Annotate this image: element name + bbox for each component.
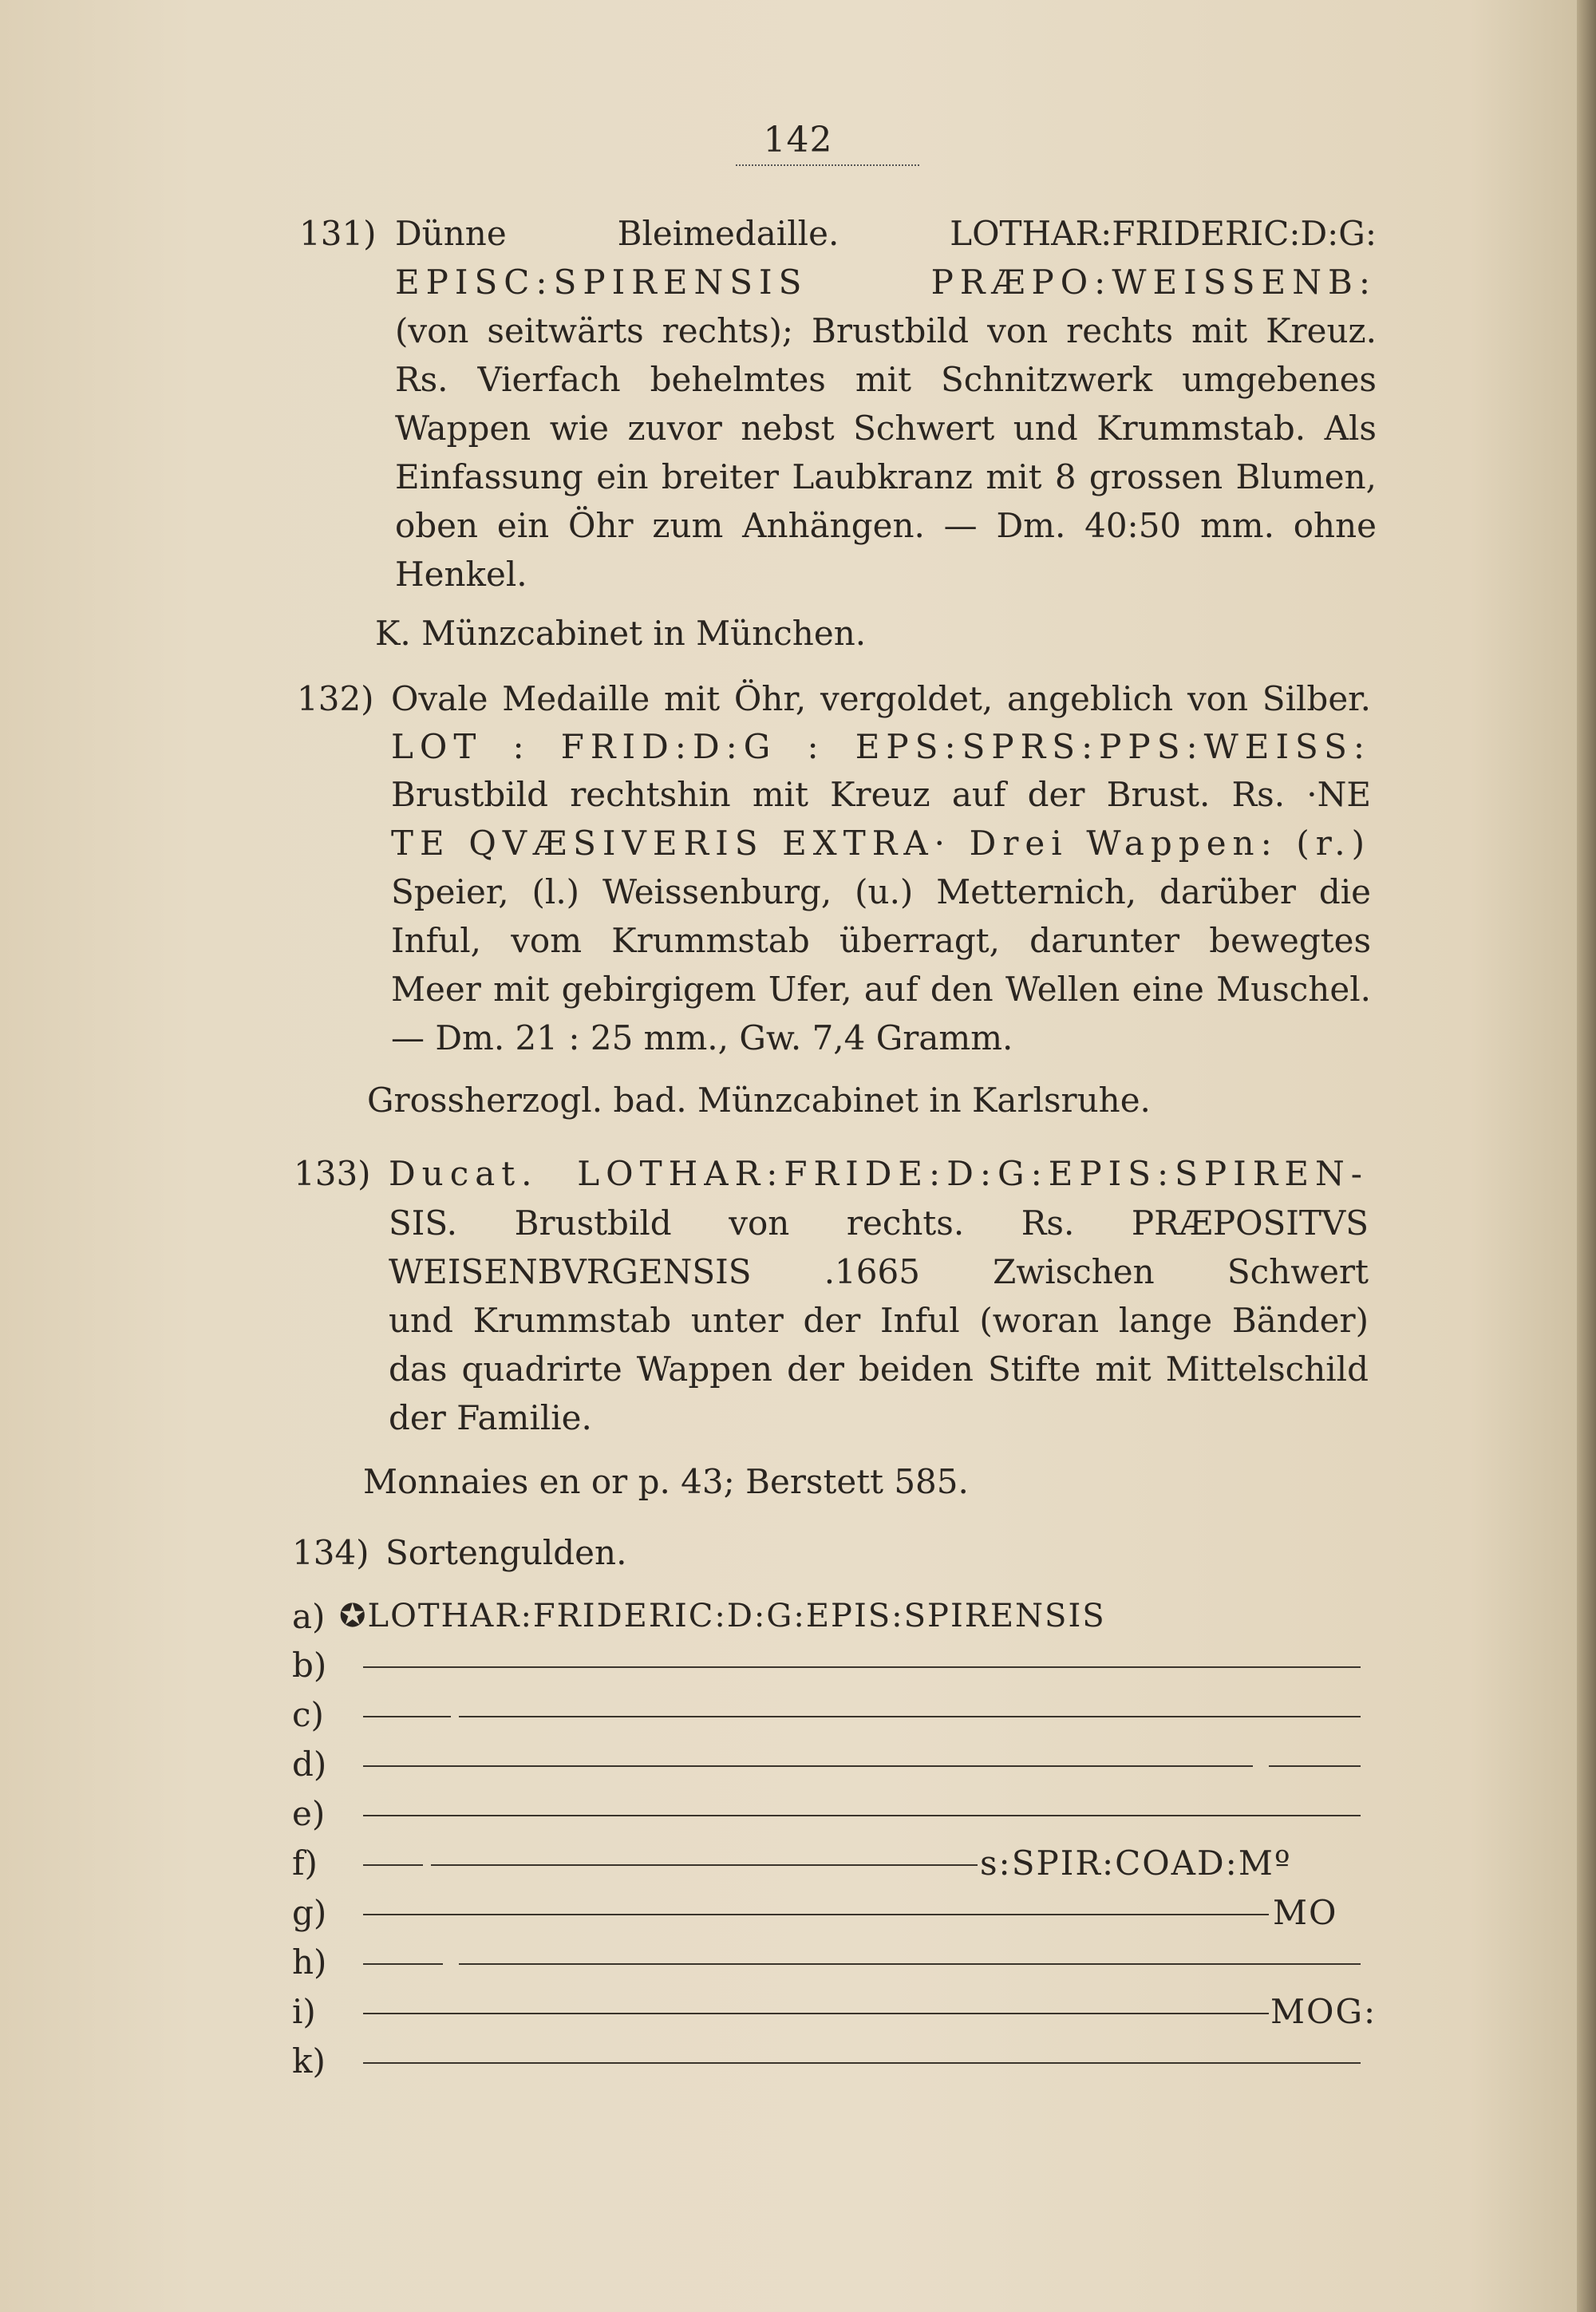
variant-label: k) [292,2041,326,2081]
page-number: 142 [763,120,833,160]
entry-title: Sortengulden. [385,1533,627,1572]
ditto-rule [459,1963,1361,1965]
entry-line: und Krummstab unter der Inful (woran lange Bänder) [389,1301,1369,1340]
variant-legend: MO [1273,1893,1338,1932]
variant-label: g) [292,1893,327,1932]
variant-label: e) [292,1794,326,1833]
variant-legend: s:SPIR:COAD:Mº [980,1844,1292,1883]
ditto-rule [363,2013,1269,2014]
entry-number: 133) [294,1154,371,1193]
page-number-rule [736,164,919,166]
variant-label: b) [292,1646,327,1685]
variant-legend: MOG: [1270,1992,1377,2031]
entry-line: Einfassung ein breiter Laubkranz mit 8 grossen Blumen, [395,457,1377,496]
entry-number: 132) [297,679,374,718]
entry-line: — Dm. 21 : 25 mm., Gw. 7,4 Gramm. [391,1018,1013,1057]
entry-line: Henkel. [395,555,527,594]
ditto-rule [363,1765,1253,1767]
entry-line: Ovale Medaille mit Öhr, vergoldet, angeblich von Silber. [391,679,1371,718]
entry-source: Grossherzogl. bad. Münzcabinet in Karlsruhe. [367,1081,1151,1120]
ditto-rule [363,1864,423,1866]
entry-source: K. Münzcabinet in München. [375,614,867,653]
variant-label: f) [292,1844,318,1883]
ditto-rule [363,1666,1361,1668]
entry-source: Monnaies en or p. 43; Berstett 585. [363,1462,969,1501]
entry-number: 131) [299,214,377,253]
variant-label: i) [292,1992,316,2031]
variant-label: d) [292,1745,327,1784]
ditto-rule [459,1716,1361,1717]
entry-line: Rs. Vierfach behelmtes mit Schnitzwerk umgebenes [395,360,1377,399]
ditto-rule [363,1914,1269,1915]
ditto-rule [363,1716,451,1717]
entry-number: 134) [292,1533,369,1572]
entry-line: TE QVÆSIVERIS EXTRA· Drei Wappen: (r.) [391,824,1371,863]
entry-line: das quadrirte Wappen der beiden Stifte mit Mittelschild [389,1350,1369,1389]
entry-line: der Familie. [389,1398,592,1437]
entry-line: (von seitwärts rechts); Brustbild von rechts mit Kreuz. [395,311,1377,350]
entry-line: SIS. Brustbild von rechts. Rs. PRÆPOSITVS [389,1203,1369,1243]
entry-line: Wappen wie zuvor nebst Schwert und Krummstab. Als [395,409,1377,448]
entry-line: Brustbild rechtshin mit Kreuz auf der Brust. Rs. ·NE [391,775,1371,814]
ditto-rule [363,1815,1361,1816]
entry-line: Meer mit gebirgigem Ufer, auf den Wellen eine Muschel. [391,970,1371,1009]
ditto-rule [1269,1765,1361,1767]
entry-line: Ducat. LOTHAR:FRIDE:D:G:EPIS:SPIREN- [389,1154,1369,1193]
variant-label: h) [292,1942,327,1982]
ditto-rule [363,2062,1361,2064]
variant-label: a) [292,1597,326,1636]
ditto-rule [431,1864,978,1866]
page-edge-shadow [1577,0,1596,2312]
variant-label: c) [292,1695,324,1734]
entry-line: Dünne Bleimedaille. LOTHAR:FRIDERIC:D:G: [395,214,1377,253]
entry-line: oben ein Öhr zum Anhängen. — Dm. 40:50 mm. ohne [395,506,1377,545]
entry-line: Speier, (l.) Weissenburg, (u.) Metternich, darüber die [391,872,1371,911]
entry-line: Inful, vom Krummstab überragt, darunter bewegtes [391,921,1371,960]
variant-legend: ✪LOTHAR:FRIDERIC:D:G:EPIS:SPIRENSIS [339,1598,1106,1634]
entry-line: WEISENBVRGENSIS .1665 Zwischen Schwert [389,1252,1369,1291]
entry-line: EPISC:SPIRENSIS PRÆPO:WEISSENB: [395,263,1377,302]
entry-line: LOT : FRID:D:G : EPS:SPRS:PPS:WEISS: [391,727,1371,766]
ditto-rule [363,1963,443,1965]
